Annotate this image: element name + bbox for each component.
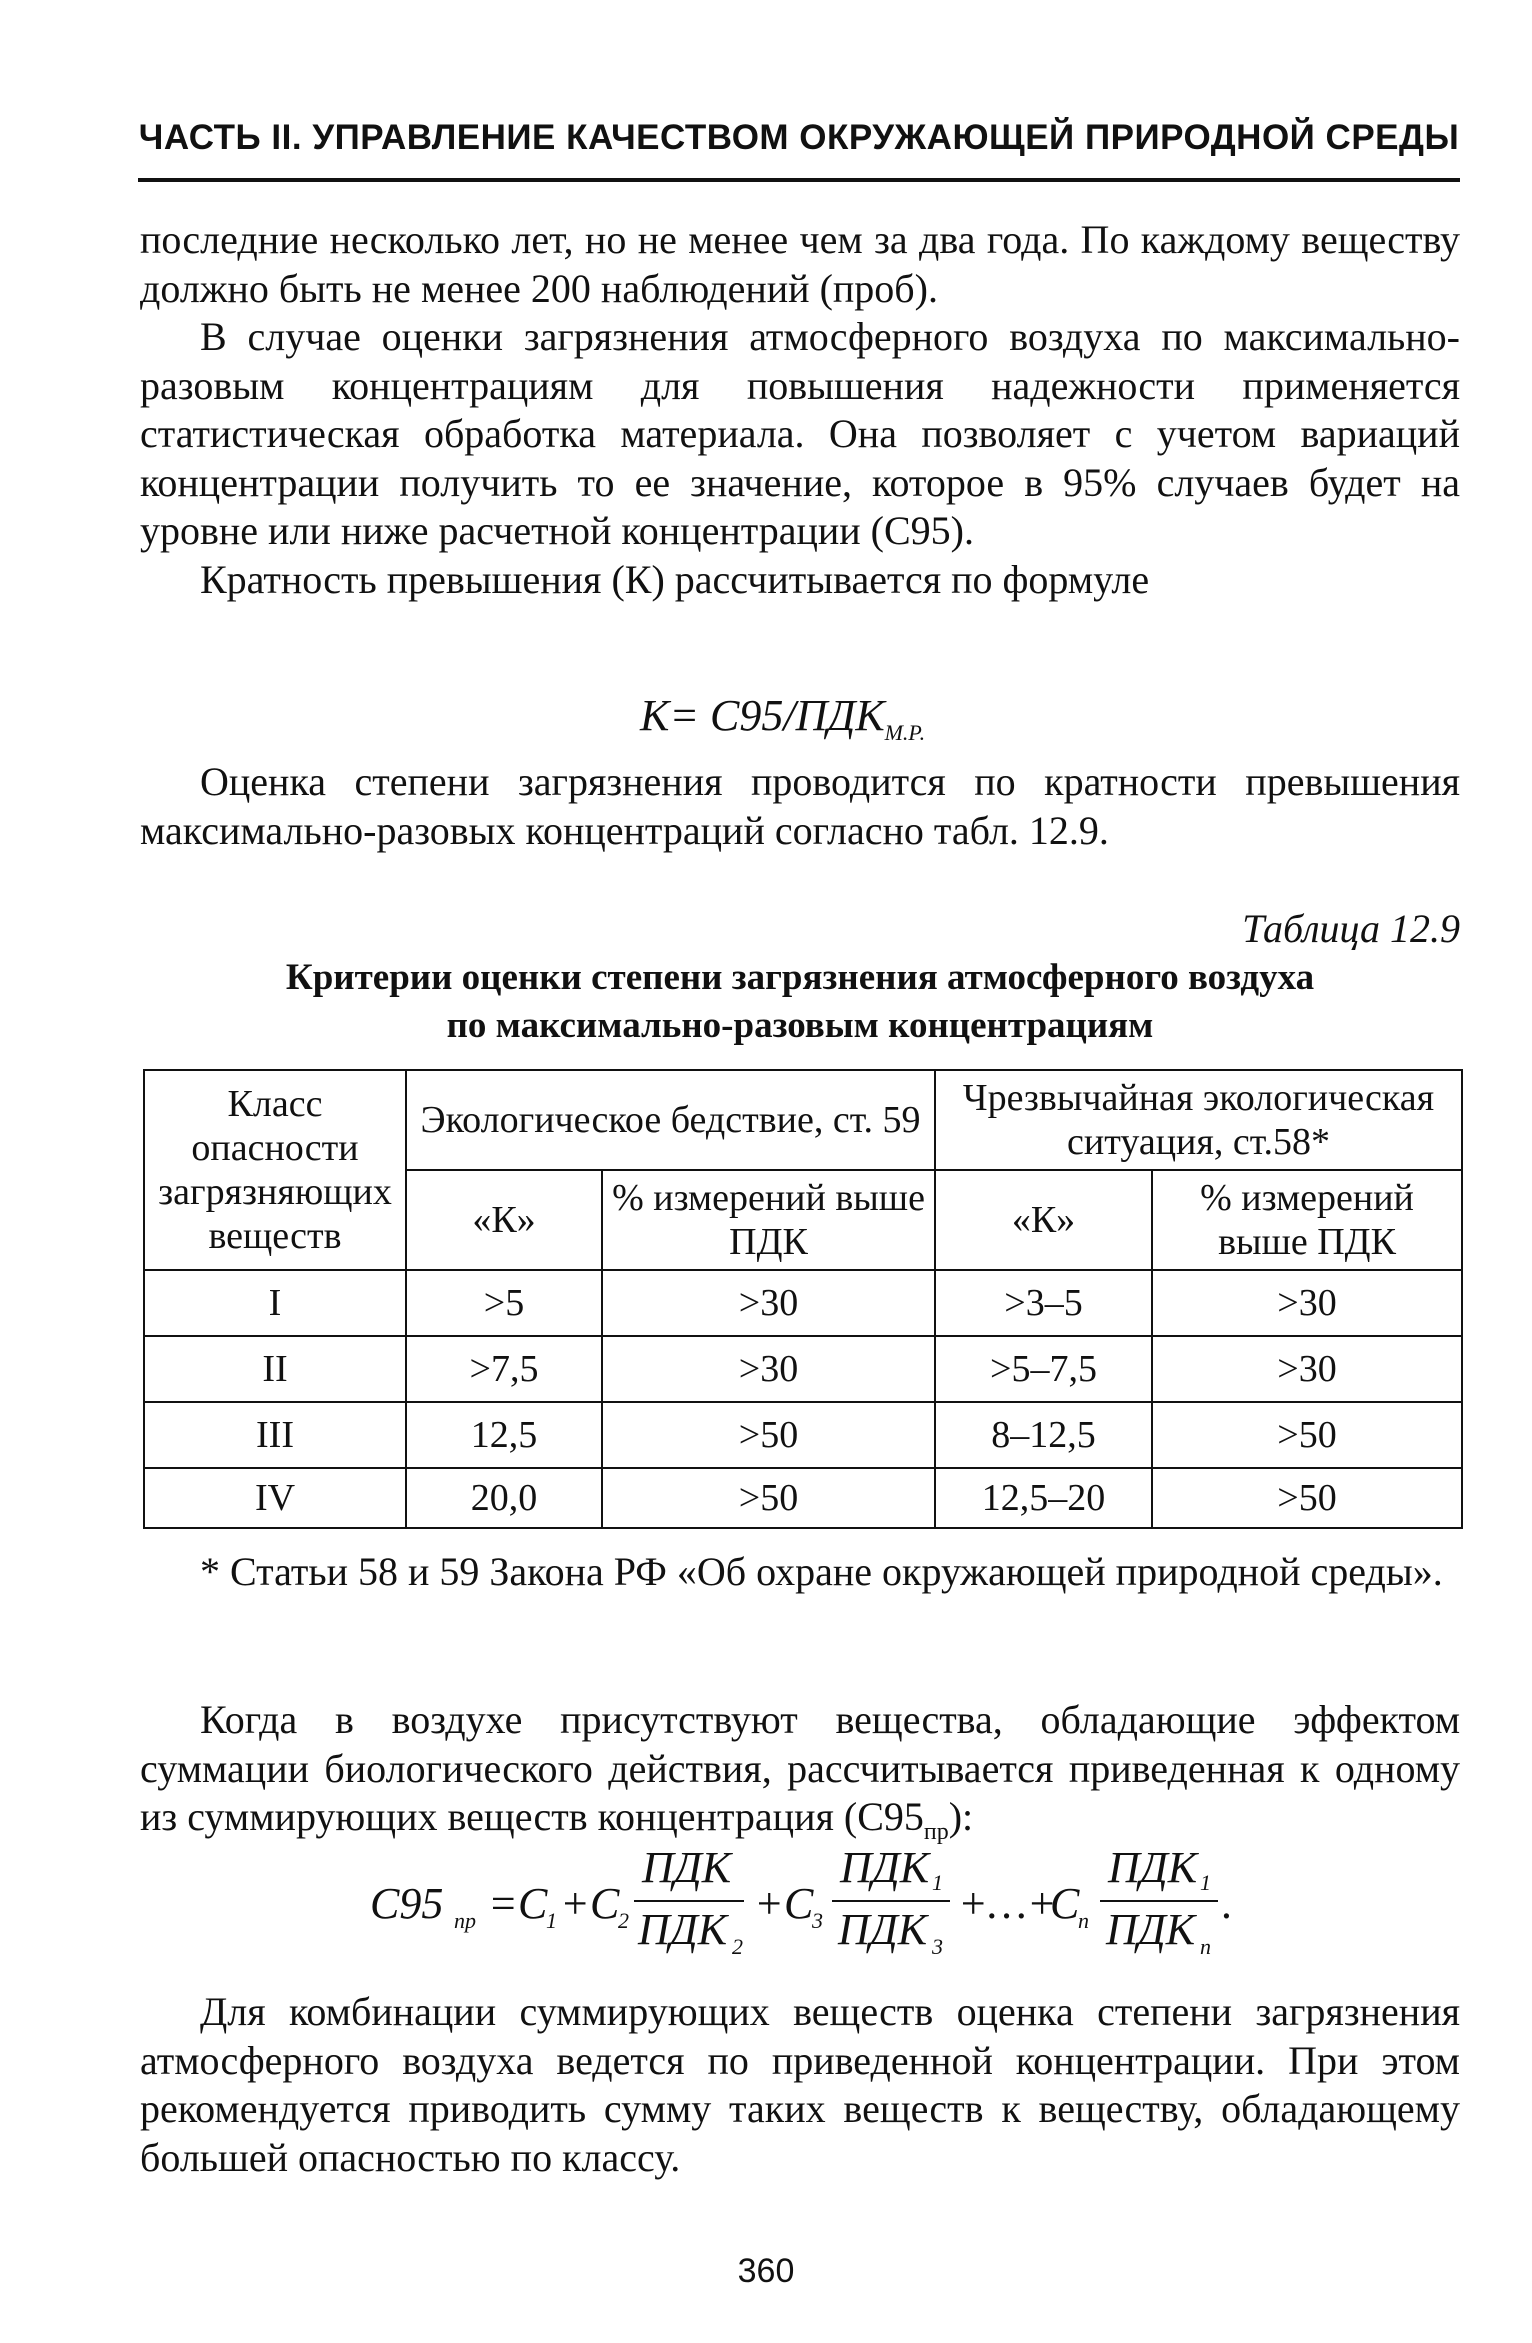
fraction-3-index: n — [1200, 1934, 1211, 1959]
cell-k-emergency: 12,5–20 — [935, 1468, 1152, 1528]
formula-lhs-subscript: пр — [454, 1908, 476, 1933]
cell-class: II — [144, 1336, 406, 1402]
cell-k-disaster: 12,5 — [406, 1402, 602, 1468]
paragraph-summation-text: Когда в воздухе присутствуют вещества, обладающие эффектом суммации биологического действия, рассчитывается приведенная к одному из суммирующих веществ концентрация (С95 — [140, 1697, 1460, 1839]
table-header-row — [144, 1070, 1462, 1170]
text-block-summation — [140, 1696, 1460, 1857]
fraction-1-denominator: ПДК — [638, 1905, 727, 1954]
cell-percent-disaster: >30 — [602, 1336, 935, 1402]
subheader-percent-disaster: % измерений выше ПДК — [602, 1170, 935, 1270]
cell-percent-disaster: >50 — [602, 1402, 935, 1468]
formula-lhs: C95 — [370, 1879, 444, 1928]
formula-k-subscript: М.Р. — [884, 720, 926, 745]
paragraph-summation — [140, 1696, 1460, 1857]
subheader-k-disaster: «К» — [406, 1170, 602, 1270]
formula-cn: C — [1050, 1879, 1080, 1928]
cell-percent-emergency: >30 — [1152, 1270, 1462, 1336]
table-row — [144, 1336, 1462, 1402]
fraction-1-numerator: ПДК — [642, 1843, 731, 1892]
paragraph-combination: Для комбинации суммирующих веществ оценка степени загрязнения атмосферного воздуха ведется по приведенной концентрации. При этом рекомендуется приводить сумму таких веществ к веществу, обладающему большей опасностью по классу. — [140, 1989, 1460, 2180]
formula-equals: = — [488, 1879, 518, 1928]
text-block-assessment — [140, 758, 1460, 855]
formula-c3: C — [784, 1879, 814, 1928]
cell-k-disaster: >7,5 — [406, 1336, 602, 1402]
formula-c3-index: 3 — [812, 1908, 823, 1933]
subheader-percent-emergency: % измерений выше ПДК — [1152, 1170, 1462, 1270]
table-row — [144, 1468, 1462, 1528]
header-ecological-disaster: Экологическое бедствие, ст. 59 — [406, 1070, 935, 1170]
fraction-bar-1 — [634, 1900, 744, 1902]
table-footnote — [140, 1548, 1460, 1597]
fraction-2-numerator: ПДК — [840, 1843, 929, 1892]
fraction-2-index: 3 — [932, 1934, 943, 1959]
table-label: Таблица 12.9 — [1242, 906, 1460, 951]
header-hazard-class: Класс опасности загрязняющих веществ — [144, 1070, 406, 1270]
fraction-1-index: 2 — [732, 1934, 743, 1959]
text-block-intro — [140, 216, 1460, 604]
cell-percent-emergency: >30 — [1152, 1336, 1462, 1402]
formula-k — [640, 690, 925, 746]
formula-end: . — [1222, 1879, 1233, 1928]
paragraph-continuation: последние несколько лет, но не менее чем за два года. По каждому веществу должно быть не менее 200 наблюдений (проб). — [140, 217, 1460, 311]
running-header: ЧАСТЬ II. УПРАВЛЕНИЕ КАЧЕСТВОМ ОКРУЖАЮЩЕЙ ПРИРОДНОЙ СРЕДЫ — [138, 118, 1460, 157]
cell-percent-disaster: >30 — [602, 1270, 935, 1336]
fraction-bar-2 — [832, 1900, 950, 1902]
fraction-2-denominator: ПДК — [838, 1905, 927, 1954]
criteria-table — [143, 1069, 1463, 1529]
fraction-3-numerator-index: 1 — [1200, 1870, 1211, 1895]
subheader-k-emergency: «К» — [935, 1170, 1152, 1270]
cell-k-emergency: >5–7,5 — [935, 1336, 1152, 1402]
cell-k-disaster: 20,0 — [406, 1468, 602, 1528]
fraction-2-numerator-index: 1 — [932, 1870, 943, 1895]
table-title-line-1: Критерии оценки степени загрязнения атмосферного воздуха — [285, 957, 1315, 998]
formula-plus-1: + — [560, 1879, 590, 1928]
paragraph-statistics: В случае оценки загрязнения атмосферного воздуха по максимально-разовым концентрациям для повышения надежности применяется статистическая обработка материала. Она позволяет с учетом вариаций концентрации получить то ее значение, которое в 95% случаев будет на уровне или ниже расчетной концентрации (С95). — [140, 314, 1460, 553]
header-rule — [138, 178, 1460, 182]
paragraph-summation-subscript: пр — [923, 1819, 949, 1845]
formula-k-main: K= C95/ПДК — [640, 691, 885, 740]
paragraph-assessment: Оценка степени загрязнения проводится по кратности превышения максимально-разовых концентраций согласно табл. 12.9. — [140, 759, 1460, 853]
cell-k-emergency: 8–12,5 — [935, 1402, 1152, 1468]
table-row — [144, 1402, 1462, 1468]
cell-class: IV — [144, 1468, 406, 1528]
fraction-3-numerator: ПДК — [1108, 1843, 1197, 1892]
page-number: 360 — [737, 2252, 795, 2290]
formula-c2-index: 2 — [618, 1908, 629, 1933]
cell-k-emergency: >3–5 — [935, 1270, 1152, 1336]
table-title-line-2: по максимально-разовым концентрациям — [446, 1005, 1154, 1046]
formula-c2: C — [590, 1879, 620, 1928]
table-title — [140, 954, 1460, 1050]
cell-percent-emergency: >50 — [1152, 1468, 1462, 1528]
footnote-text: * Статьи 58 и 59 Закона РФ «Об охране окружающей природной среды». — [200, 1549, 1443, 1594]
cell-class: I — [144, 1270, 406, 1336]
cell-k-disaster: >5 — [406, 1270, 602, 1336]
cell-class: III — [144, 1402, 406, 1468]
formula-cn-index: n — [1078, 1908, 1089, 1933]
formula-summation — [370, 1842, 1270, 1962]
cell-percent-emergency: >50 — [1152, 1402, 1462, 1468]
cell-percent-disaster: >50 — [602, 1468, 935, 1528]
paragraph-ratio-intro: Кратность превышения (К) рассчитывается по формуле — [200, 556, 1150, 602]
formula-c1-index: 1 — [546, 1908, 557, 1933]
fraction-bar-3 — [1100, 1900, 1218, 1902]
text-block-combination — [140, 1988, 1460, 2182]
fraction-3-denominator: ПДК — [1106, 1905, 1195, 1954]
table-row — [144, 1270, 1462, 1336]
paragraph-summation-end: ): — [948, 1794, 974, 1839]
formula-plus-2: + — [754, 1879, 784, 1928]
formula-ellipsis: +…+ — [958, 1879, 1057, 1928]
header-emergency-situation: Чрезвычайная экологическая ситуация, ст.58* — [935, 1070, 1462, 1170]
formula-c1: C — [518, 1879, 548, 1928]
